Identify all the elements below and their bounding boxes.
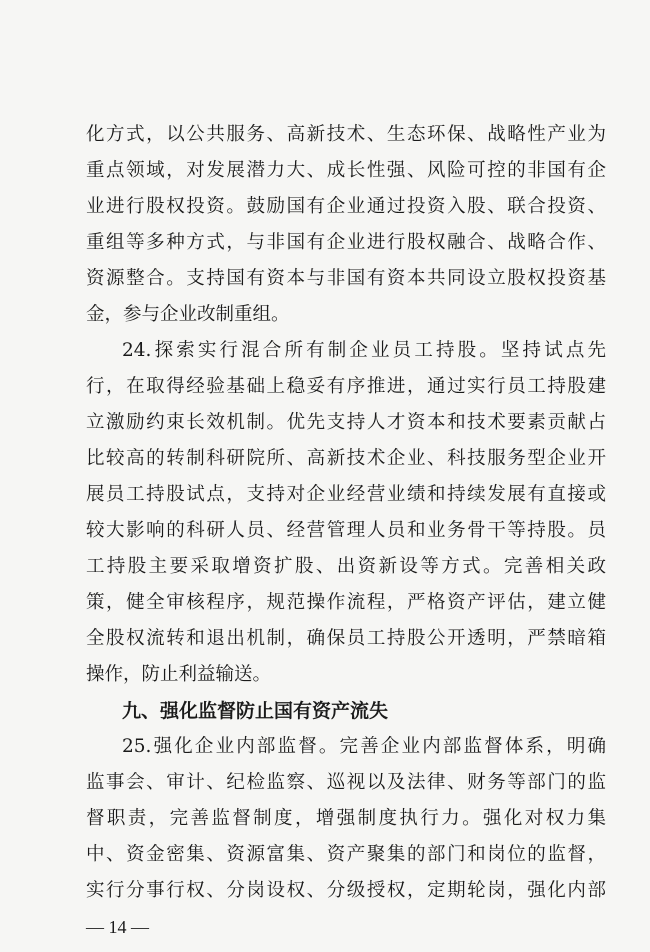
text-line: 策，健全审核程序，规范操作流程，严格资产评估，建立健: [86, 592, 606, 613]
page-number: — 14 —: [86, 917, 149, 937]
text-line: 行，在取得经验基础上稳妥有序推进，通过实行员工持股建: [86, 376, 606, 397]
text-line: 中、资金密集、资源富集、资产聚集的部门和岗位的监督，: [86, 844, 606, 865]
text-line: 工持股主要采取增资扩股、出资新设等方式。完善相关政: [86, 556, 606, 577]
text-line: 立激励约束长效机制。优先支持人才资本和技术要素贡献占: [86, 412, 606, 433]
text-line: 25.强化企业内部监督。完善企业内部监督体系，明确: [122, 736, 606, 757]
text-line: 金，参与企业改制重组。: [86, 304, 290, 325]
text-line: 业进行股权投资。鼓励国有企业通过投资入股、联合投资、: [86, 196, 606, 217]
text-line: 操作，防止利益输送。: [86, 664, 272, 685]
text-line: 督职责，完善监督制度，增强制度执行力。强化对权力集: [86, 808, 606, 829]
text-line: 监事会、审计、纪检监察、巡视以及法律、财务等部门的监: [86, 772, 606, 793]
text-line: 24.探索实行混合所有制企业员工持股。坚持试点先: [122, 340, 606, 361]
text-line: 资源整合。支持国有资本与非国有资本共同设立股权投资基: [86, 268, 606, 289]
text-line: 重点领域，对发展潜力大、成长性强、风险可控的非国有企: [86, 160, 606, 181]
text-line: 实行分事行权、分岗设权、分级授权，定期轮岗，强化内部: [86, 880, 606, 901]
text-line: 展员工持股试点，支持对企业经营业绩和持续发展有直接或: [86, 484, 606, 505]
text-line: 化方式，以公共服务、高新技术、生态环保、战略性产业为: [86, 124, 606, 145]
section-heading: 九、强化监督防止国有资产流失: [122, 700, 389, 722]
text-line: 比较高的转制科研院所、高新技术企业、科技服务型企业开: [86, 448, 606, 469]
text-line: 重组等多种方式，与非国有企业进行股权融合、战略合作、: [86, 232, 606, 253]
text-line: 较大影响的科研人员、经营管理人员和业务骨干等持股。员: [86, 520, 606, 541]
text-line: 全股权流转和退出机制，确保员工持股公开透明，严禁暗箱: [86, 628, 606, 649]
